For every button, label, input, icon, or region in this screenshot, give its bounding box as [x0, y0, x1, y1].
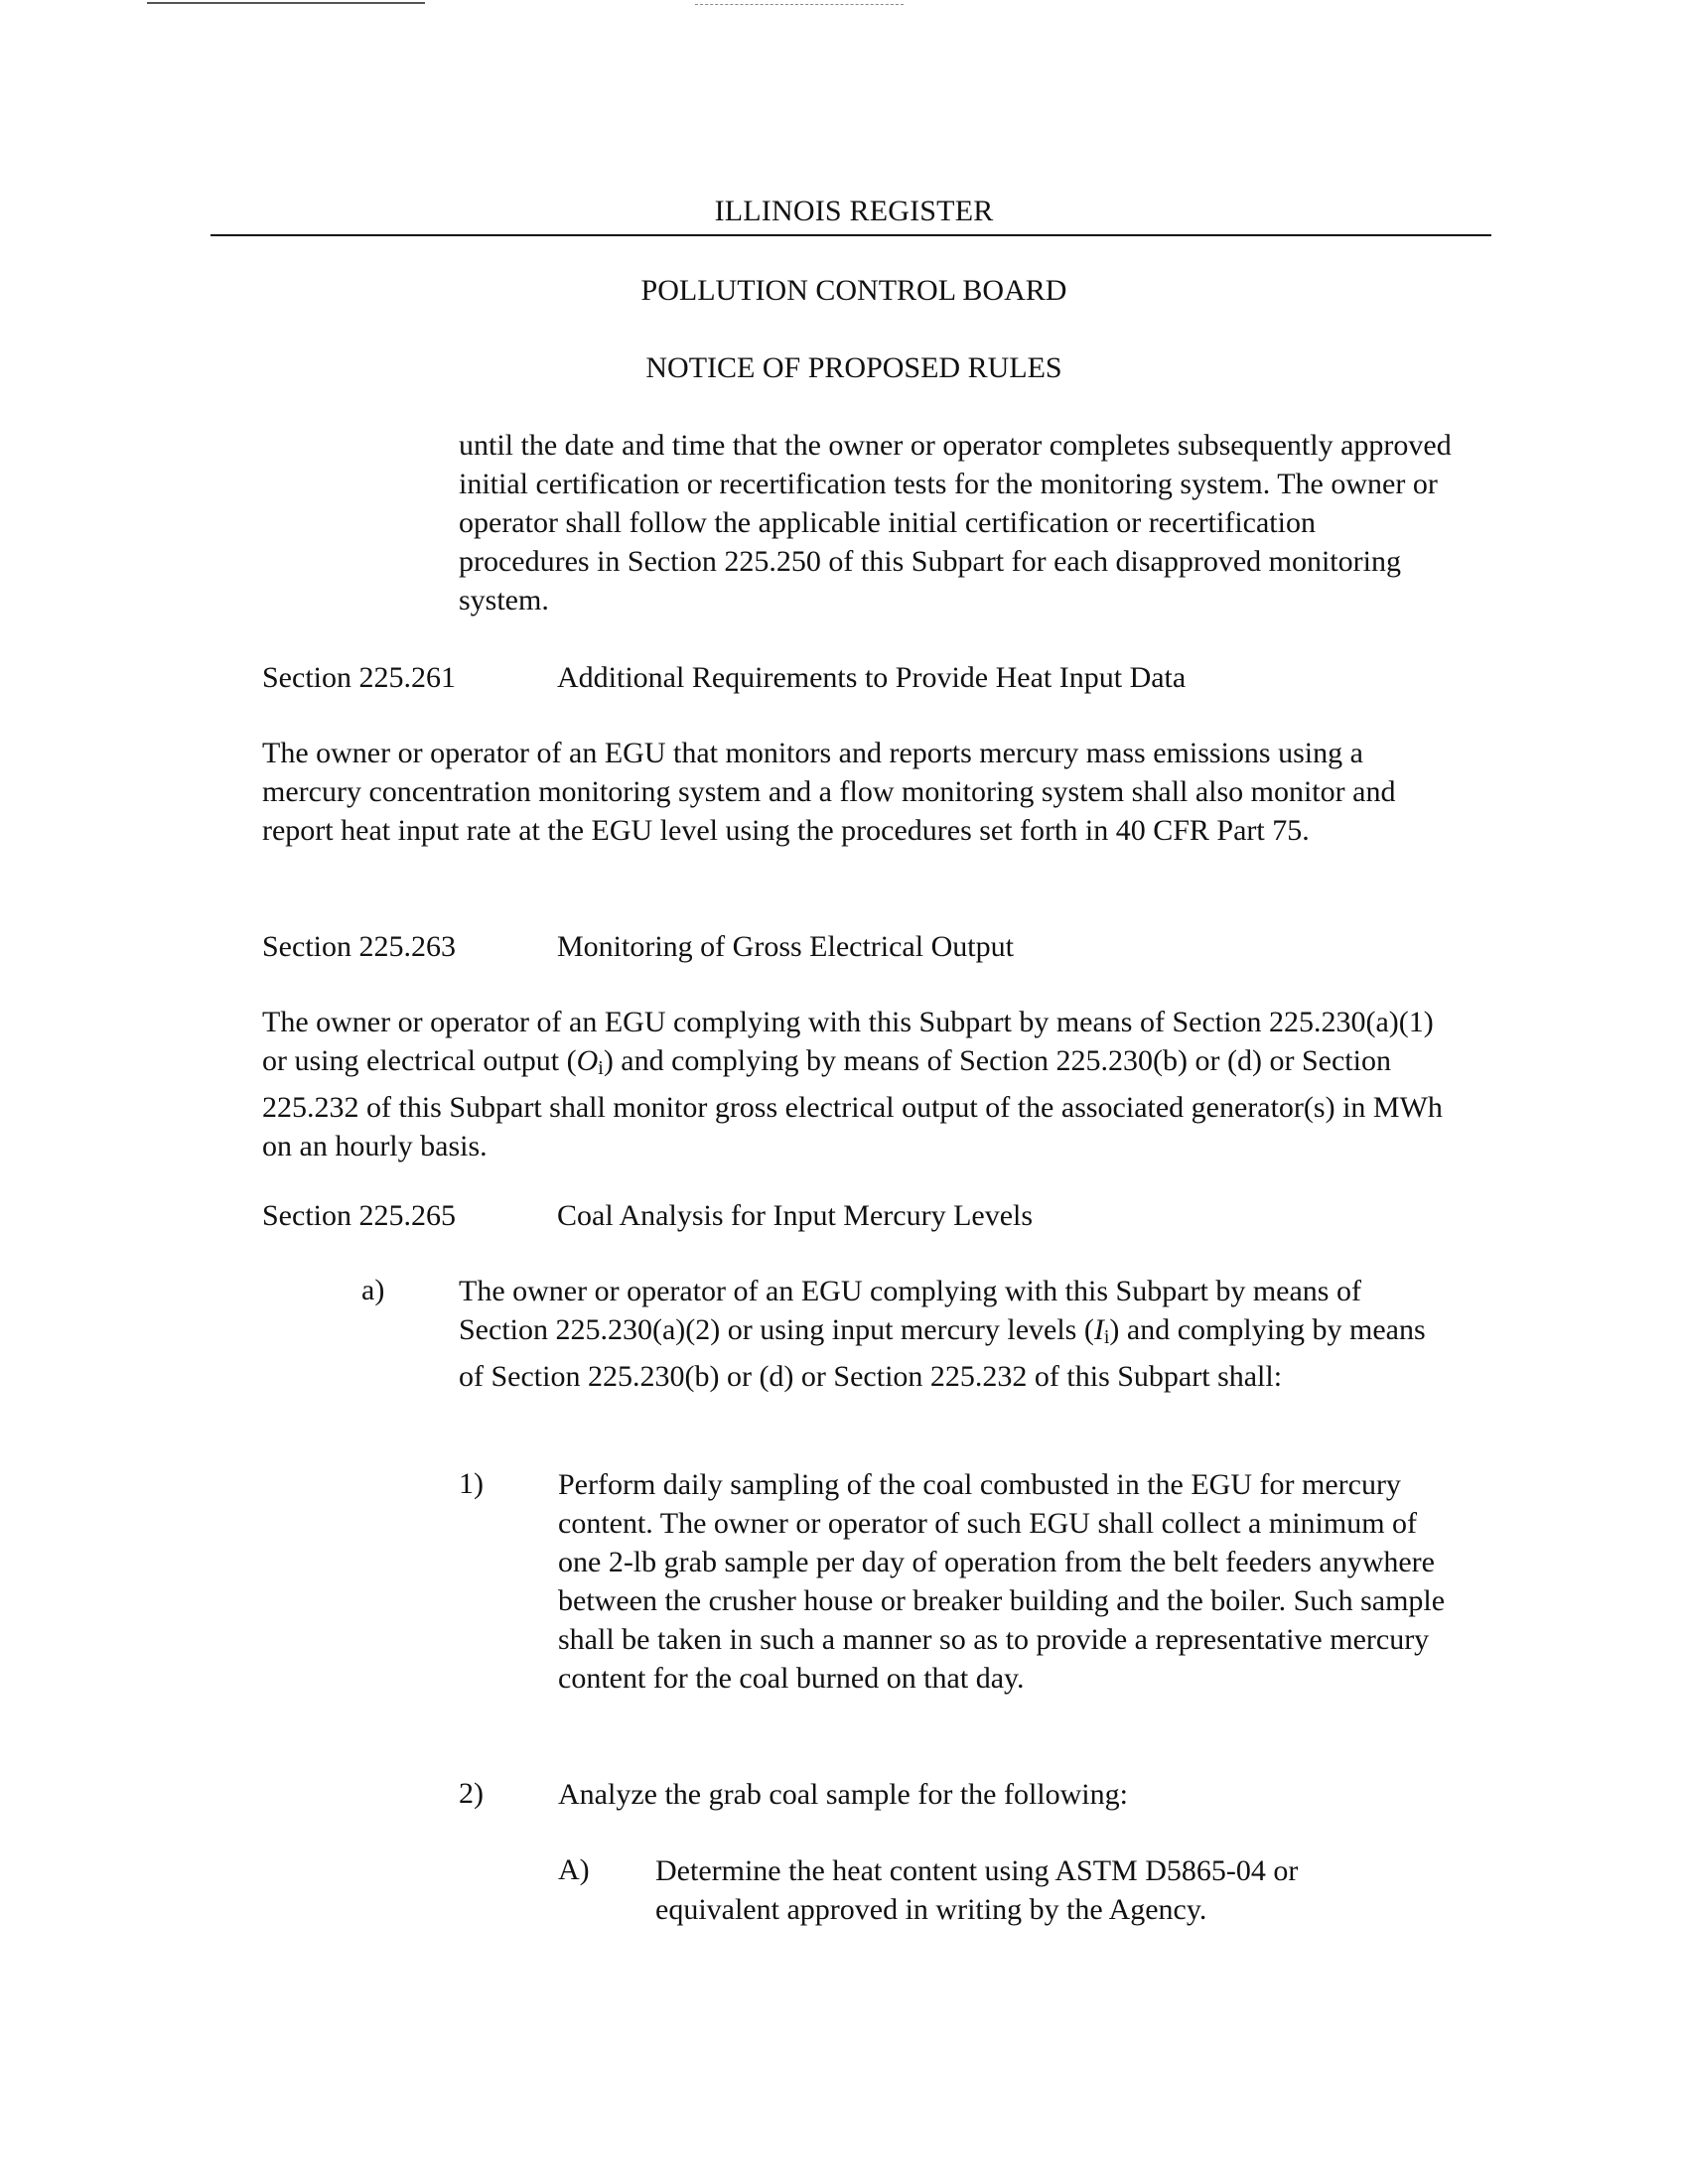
- section-number: Section 225.265: [262, 1199, 456, 1232]
- section-body-text: The owner or operator of an EGU complying with this Subpart by means of Section 225.230(a)(1) or using electrical output (: [262, 1006, 1434, 1077]
- register-title: ILLINOIS REGISTER: [714, 195, 994, 227]
- scan-artifact: [147, 2, 425, 4]
- item-text: [459, 1272, 1452, 1396]
- output-subscript: i: [598, 1057, 604, 1079]
- section-body: [262, 1003, 1454, 1165]
- item-text-part: The owner or operator of an EGU complying with this Subpart by means of Section 225.230(a)(2) or using input mercury levels (: [459, 1275, 1361, 1346]
- item-text: Perform daily sampling of the coal combusted in the EGU for mercury content. The owner or operator of such EGU shall collect a minimum of one 2-lb grab sample per day of operation from the belt feeders anywhere between the crusher house or breaker building and the boiler. Such sample shall be taken in such a manner so as to provide a representative mercury content for the coal burned on that day.: [558, 1468, 1446, 1695]
- section-title: Monitoring of Gross Electrical Output: [557, 930, 1014, 963]
- agency-name: POLLUTION CONTROL BOARD: [640, 274, 1067, 307]
- item-marker: a): [361, 1274, 385, 1306]
- item-marker: A): [558, 1853, 590, 1886]
- continuation-paragraph: until the date and time that the owner or operator completes subsequently approved initial certification or recertification tests for the monitoring system. The owner or operator shall follow the applicable initial certification or recertification procedures in Section 225.250 of this Subpart for each disapproved monitoring system.: [459, 429, 1452, 616]
- section-title: Coal Analysis for Input Mercury Levels: [557, 1199, 1034, 1232]
- item-marker: 2): [459, 1777, 484, 1810]
- output-symbol: O: [576, 1044, 599, 1077]
- item-marker: 1): [459, 1467, 484, 1500]
- input-symbol: I: [1093, 1313, 1104, 1346]
- section-body: The owner or operator of an EGU that monitors and reports mercury mass emissions using a mercury concentration monitoring system and a flow monitoring system shall also monitor and report heat input rate at the EGU level using the procedures set forth in 40 CFR Part 75.: [262, 737, 1396, 847]
- header-rule: [210, 234, 1491, 236]
- item-text: Analyze the grab coal sample for the following:: [558, 1778, 1128, 1811]
- section-title: Additional Requirements to Provide Heat Input Data: [557, 661, 1187, 694]
- section-body-text: ) and complying by means of Section 225.230(b) or (d) or Section 225.232 of this Subpart shall monitor gross electrical output of the associated generator(s) in MWh on an hourly basis.: [262, 1044, 1443, 1162]
- item-text: Determine the heat content using ASTM D5865-04 or equivalent approved in writing by the Agency.: [655, 1854, 1299, 1926]
- section-number: Section 225.263: [262, 930, 456, 963]
- input-subscript: i: [1103, 1326, 1110, 1348]
- notice-title: NOTICE OF PROPOSED RULES: [645, 351, 1062, 384]
- item-text-part: ) and complying by means of Section 225.230(b) or (d) or Section 225.232 of this Subpart shall:: [459, 1313, 1426, 1393]
- section-number: Section 225.261: [262, 661, 456, 694]
- scan-artifact: [695, 4, 904, 6]
